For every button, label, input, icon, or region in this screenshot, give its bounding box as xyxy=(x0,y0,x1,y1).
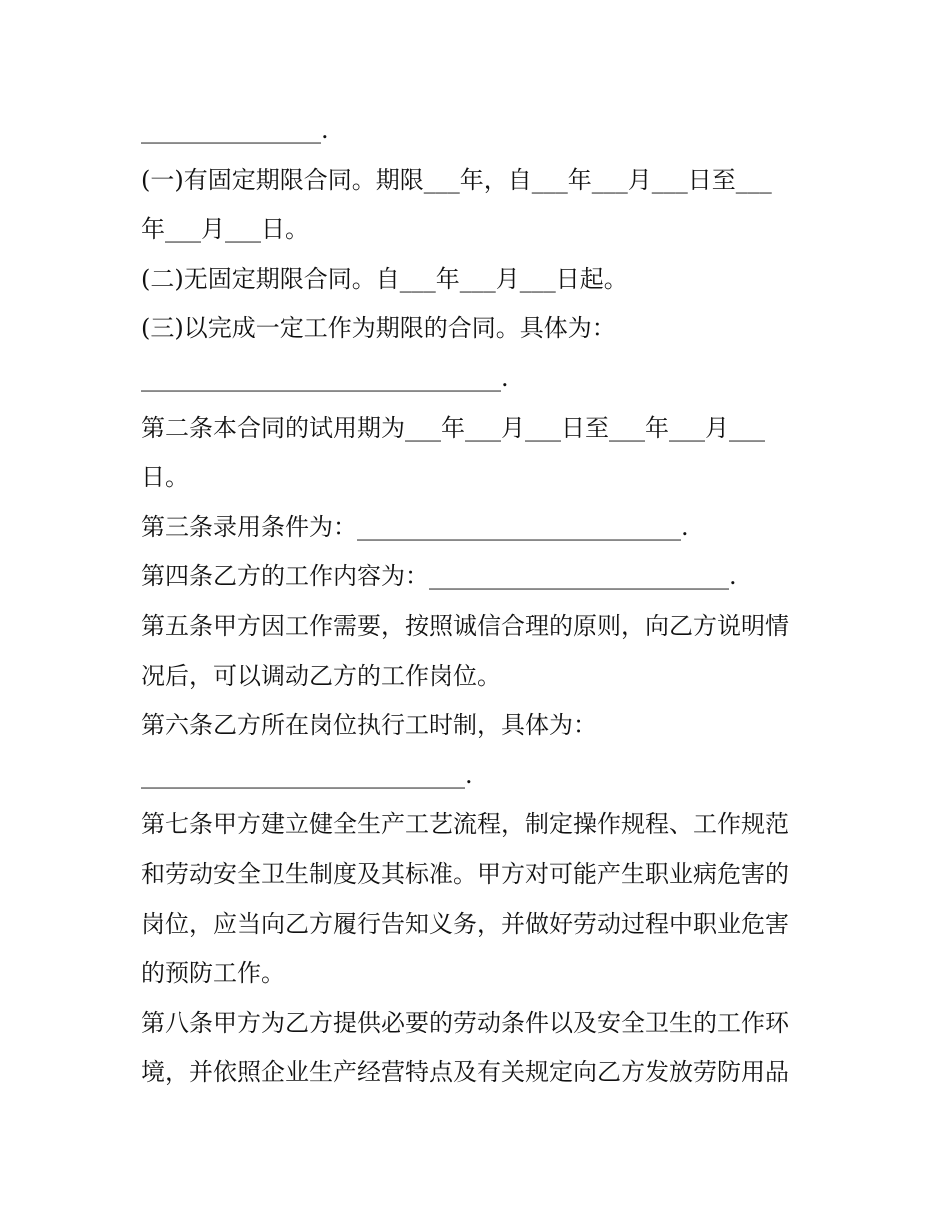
text-line: 岗位，应当向乙方履行告知义务，并做好劳动过程中职业危害 xyxy=(141,909,789,938)
text-line: 的预防工作。 xyxy=(141,959,285,988)
text-line: ___________________________. xyxy=(141,760,473,789)
text-line: 日。 xyxy=(141,463,189,492)
text-line: 第八条甲方为乙方提供必要的劳动条件以及安全卫生的工作环 xyxy=(141,1008,789,1037)
text-line: 第四条乙方的工作内容为：_________________________. xyxy=(141,562,737,591)
text-line: (三)以完成一定工作为期限的合同。具体为： xyxy=(141,314,616,343)
text-line: 年___月___日。 xyxy=(141,215,309,244)
text-line: 第二条本合同的试用期为___年___月___日至___年___月___ xyxy=(141,413,765,442)
text-line: _______________. xyxy=(141,116,329,144)
text-line: 境，并依照企业生产经营特点及有关规定向乙方发放劳防用品 xyxy=(141,1058,789,1087)
text-line: 第三条录用条件为：___________________________. xyxy=(141,512,689,541)
text-line: 第六条乙方所在岗位执行工时制，具体为： xyxy=(141,711,597,740)
text-line: 第五条甲方因工作需要，按照诚信合理的原则，向乙方说明情 xyxy=(141,611,789,640)
text-line: 况后，可以调动乙方的工作岗位。 xyxy=(141,661,501,690)
document-body xyxy=(141,106,821,1098)
text-line: 第七条甲方建立健全生产工艺流程，制定操作规程、工作规范 xyxy=(141,810,789,839)
text-line: ______________________________. xyxy=(141,363,509,392)
text-line: (二)无固定期限合同。自___年___月___日起。 xyxy=(141,264,628,293)
text-line: 和劳动安全卫生制度及其标准。甲方对可能产生职业病危害的 xyxy=(141,859,789,888)
text-line: (一)有固定期限合同。期限___年，自___年___月___日至___ xyxy=(141,165,772,194)
